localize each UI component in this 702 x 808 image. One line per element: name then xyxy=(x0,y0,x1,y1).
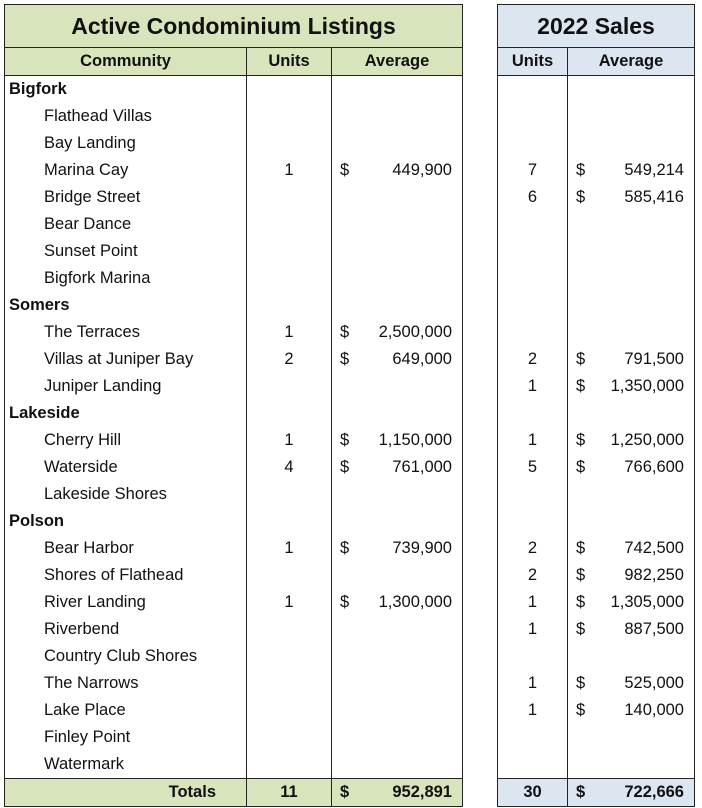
table-row xyxy=(498,76,694,103)
listing-units xyxy=(247,400,332,427)
listing-average xyxy=(332,103,462,130)
currency-symbol: $ xyxy=(340,323,350,341)
table-row xyxy=(5,427,462,454)
sales-average xyxy=(568,454,694,481)
sales-units xyxy=(498,76,568,103)
table-row xyxy=(498,697,694,724)
table-row xyxy=(498,211,694,238)
table-row xyxy=(5,751,462,778)
sales-average-value: 585,416 xyxy=(624,188,684,206)
listing-average xyxy=(332,400,462,427)
listings-average-header: Average xyxy=(364,52,430,70)
table-row xyxy=(498,346,694,373)
listings-units-header: Units xyxy=(247,48,332,75)
listing-units: 4 xyxy=(247,454,332,481)
sales-average-value: 887,500 xyxy=(624,620,684,638)
listing-average xyxy=(332,211,462,238)
listing-units xyxy=(247,481,332,508)
table-row xyxy=(498,643,694,670)
community-name: Cherry Hill xyxy=(5,427,247,454)
currency-symbol: $ xyxy=(340,539,350,557)
currency-symbol: $ xyxy=(340,161,350,179)
totals-label: Totals xyxy=(5,779,247,806)
listing-average xyxy=(332,535,462,562)
sales-2022-table xyxy=(497,4,695,807)
sales-average xyxy=(568,751,694,778)
table-row xyxy=(5,670,462,697)
community-name: Bear Harbor xyxy=(5,535,247,562)
currency-symbol: $ xyxy=(576,701,586,719)
sales-average-header: Average xyxy=(598,52,664,70)
table-row xyxy=(498,589,694,616)
currency-symbol: $ xyxy=(340,431,350,449)
table-row xyxy=(5,724,462,751)
listing-average xyxy=(332,76,462,103)
listing-units xyxy=(247,265,332,292)
table-row xyxy=(5,157,462,184)
currency-symbol: $ xyxy=(576,593,586,611)
sales-units xyxy=(498,238,568,265)
table-row xyxy=(498,265,694,292)
sales-average xyxy=(568,292,694,319)
sales-average xyxy=(568,211,694,238)
sales-average-value: 766,600 xyxy=(624,458,684,476)
sales-units: 2 xyxy=(498,346,568,373)
sales-units xyxy=(498,751,568,778)
table-row xyxy=(5,346,462,373)
listing-average xyxy=(332,184,462,211)
listing-average xyxy=(332,616,462,643)
listing-average xyxy=(332,589,462,616)
table-row xyxy=(5,535,462,562)
sales-average-value: 1,305,000 xyxy=(610,593,684,611)
sales-title: 2022 Sales xyxy=(498,5,694,48)
sales-average-value: 549,214 xyxy=(624,161,684,179)
sales-header-row xyxy=(498,48,694,76)
listing-average xyxy=(332,481,462,508)
listing-average-value: 761,000 xyxy=(392,458,452,476)
sales-average-value: 140,000 xyxy=(624,701,684,719)
table-row xyxy=(498,427,694,454)
listing-average xyxy=(332,751,462,778)
sales-average xyxy=(568,535,694,562)
community-name: Bear Dance xyxy=(5,211,247,238)
listing-average-value: 739,900 xyxy=(392,539,452,557)
sales-average xyxy=(568,265,694,292)
sales-total-average xyxy=(568,779,694,806)
listing-average xyxy=(332,238,462,265)
listing-average xyxy=(332,292,462,319)
group-name: Bigfork xyxy=(5,76,247,103)
listing-average xyxy=(332,427,462,454)
listings-header-row xyxy=(5,48,462,76)
table-row xyxy=(5,697,462,724)
sales-units xyxy=(498,292,568,319)
listing-units: 1 xyxy=(247,427,332,454)
table-row xyxy=(498,184,694,211)
table-row xyxy=(498,238,694,265)
table-row xyxy=(498,130,694,157)
sales-average xyxy=(568,724,694,751)
table-row xyxy=(5,616,462,643)
table-row xyxy=(5,103,462,130)
listing-average xyxy=(332,319,462,346)
currency-symbol: $ xyxy=(576,188,586,206)
community-name: Lakeside Shores xyxy=(5,481,247,508)
community-name: Sunset Point xyxy=(5,238,247,265)
sales-average-value: 791,500 xyxy=(624,350,684,368)
sales-average xyxy=(568,643,694,670)
listing-average xyxy=(332,697,462,724)
table-row xyxy=(498,292,694,319)
community-name: Marina Cay xyxy=(5,157,247,184)
community-name: Flathead Villas xyxy=(5,103,247,130)
sales-units xyxy=(498,643,568,670)
sales-average xyxy=(568,508,694,535)
sales-units xyxy=(498,724,568,751)
listing-average xyxy=(332,157,462,184)
sales-units xyxy=(498,130,568,157)
sales-average xyxy=(568,670,694,697)
table-row xyxy=(5,130,462,157)
sales-units: 1 xyxy=(498,589,568,616)
sales-average-value: 1,250,000 xyxy=(610,431,684,449)
listing-units xyxy=(247,76,332,103)
community-name: Finley Point xyxy=(5,724,247,751)
sales-units: 1 xyxy=(498,697,568,724)
currency-symbol: $ xyxy=(340,593,350,611)
sales-units: 1 xyxy=(498,670,568,697)
sales-units-header: Units xyxy=(498,48,568,75)
currency-symbol: $ xyxy=(340,458,350,476)
group-row xyxy=(5,76,462,103)
table-row xyxy=(498,400,694,427)
community-header: Community xyxy=(5,48,247,75)
table-row xyxy=(498,508,694,535)
listing-average xyxy=(332,373,462,400)
listing-units xyxy=(247,751,332,778)
community-name: Bay Landing xyxy=(5,130,247,157)
community-name: Watermark xyxy=(5,751,247,778)
community-name: Bridge Street xyxy=(5,184,247,211)
sales-average xyxy=(568,130,694,157)
sales-average xyxy=(568,238,694,265)
community-name: Riverbend xyxy=(5,616,247,643)
listings-total-average xyxy=(332,779,462,806)
sales-units xyxy=(498,265,568,292)
listing-average-value: 449,900 xyxy=(392,161,452,179)
table-row xyxy=(5,562,462,589)
listing-average-value: 2,500,000 xyxy=(378,323,452,341)
currency-symbol: $ xyxy=(576,431,586,449)
sales-units: 2 xyxy=(498,535,568,562)
community-name: Country Club Shores xyxy=(5,643,247,670)
listing-average-value: 1,150,000 xyxy=(378,431,452,449)
sales-average xyxy=(568,427,694,454)
listing-average xyxy=(332,670,462,697)
table-row xyxy=(498,670,694,697)
currency-symbol: $ xyxy=(576,458,586,476)
sales-units: 1 xyxy=(498,427,568,454)
listing-units xyxy=(247,562,332,589)
sales-average xyxy=(568,697,694,724)
listing-units xyxy=(247,373,332,400)
sales-units: 1 xyxy=(498,616,568,643)
community-name: Bigfork Marina xyxy=(5,265,247,292)
table-row xyxy=(5,184,462,211)
sales-units: 7 xyxy=(498,157,568,184)
currency-symbol: $ xyxy=(576,620,586,638)
table-row xyxy=(498,454,694,481)
table-row xyxy=(5,211,462,238)
table-row xyxy=(498,616,694,643)
sales-average xyxy=(568,400,694,427)
listing-units xyxy=(247,130,332,157)
listing-units xyxy=(247,211,332,238)
community-name: Villas at Juniper Bay xyxy=(5,346,247,373)
sales-average-value: 1,350,000 xyxy=(610,377,684,395)
table-row xyxy=(5,373,462,400)
listing-units xyxy=(247,103,332,130)
community-name: Shores of Flathead xyxy=(5,562,247,589)
listing-average xyxy=(332,562,462,589)
sales-average xyxy=(568,103,694,130)
community-name: The Terraces xyxy=(5,319,247,346)
table-row xyxy=(498,481,694,508)
listings-title: Active Condominium Listings xyxy=(5,5,462,48)
sales-units xyxy=(498,103,568,130)
table-row xyxy=(5,454,462,481)
sales-average xyxy=(568,373,694,400)
sales-units xyxy=(498,211,568,238)
listing-average xyxy=(332,130,462,157)
sales-units: 1 xyxy=(498,373,568,400)
listing-average xyxy=(332,508,462,535)
sales-average xyxy=(568,184,694,211)
sales-units xyxy=(498,319,568,346)
sales-units: 6 xyxy=(498,184,568,211)
listing-units xyxy=(247,238,332,265)
listings-totals-row xyxy=(5,778,462,806)
listing-units: 1 xyxy=(247,589,332,616)
sales-average xyxy=(568,346,694,373)
listing-units xyxy=(247,724,332,751)
group-name: Somers xyxy=(5,292,247,319)
listing-average xyxy=(332,724,462,751)
listings-body xyxy=(5,76,462,778)
group-row xyxy=(5,508,462,535)
sales-average-value: 982,250 xyxy=(624,566,684,584)
table-row xyxy=(498,103,694,130)
listing-units xyxy=(247,292,332,319)
table-row xyxy=(5,238,462,265)
listing-average-value: 1,300,000 xyxy=(378,593,452,611)
sales-total-average-value: 722,666 xyxy=(624,783,684,801)
sales-average-value: 742,500 xyxy=(624,539,684,557)
listing-average xyxy=(332,454,462,481)
sales-body xyxy=(498,76,694,778)
sales-average xyxy=(568,481,694,508)
table-row xyxy=(5,481,462,508)
listing-units xyxy=(247,643,332,670)
sales-units xyxy=(498,508,568,535)
currency-symbol: $ xyxy=(576,377,586,395)
table-row xyxy=(498,373,694,400)
listing-average xyxy=(332,265,462,292)
sales-average xyxy=(568,319,694,346)
table-row xyxy=(498,724,694,751)
listing-average xyxy=(332,346,462,373)
listing-average-value: 649,000 xyxy=(392,350,452,368)
group-name: Polson xyxy=(5,508,247,535)
table-row xyxy=(498,535,694,562)
listing-units: 1 xyxy=(247,319,332,346)
listing-average xyxy=(332,643,462,670)
sales-average xyxy=(568,562,694,589)
currency-symbol: $ xyxy=(576,539,586,557)
currency-symbol: $ xyxy=(340,350,350,368)
table-row xyxy=(498,157,694,184)
currency-symbol: $ xyxy=(340,783,350,801)
table-row xyxy=(5,589,462,616)
listings-total-average-value: 952,891 xyxy=(392,783,452,801)
table-row xyxy=(5,643,462,670)
community-name: The Narrows xyxy=(5,670,247,697)
listing-units xyxy=(247,670,332,697)
currency-symbol: $ xyxy=(576,674,586,692)
listing-units xyxy=(247,184,332,211)
group-row xyxy=(5,400,462,427)
community-name: Juniper Landing xyxy=(5,373,247,400)
currency-symbol: $ xyxy=(576,350,586,368)
sales-average xyxy=(568,157,694,184)
table-row xyxy=(498,562,694,589)
community-name: Waterside xyxy=(5,454,247,481)
sales-average xyxy=(568,589,694,616)
listing-units xyxy=(247,508,332,535)
table-row xyxy=(5,319,462,346)
group-name: Lakeside xyxy=(5,400,247,427)
group-row xyxy=(5,292,462,319)
active-listings-table xyxy=(4,4,463,807)
sales-units: 2 xyxy=(498,562,568,589)
currency-symbol: $ xyxy=(576,161,586,179)
sales-average xyxy=(568,76,694,103)
sales-units: 5 xyxy=(498,454,568,481)
community-name: Lake Place xyxy=(5,697,247,724)
currency-symbol: $ xyxy=(576,783,586,801)
sales-units xyxy=(498,481,568,508)
listings-total-units: 11 xyxy=(247,779,332,806)
sales-totals-row xyxy=(498,778,694,806)
table-row xyxy=(498,319,694,346)
sales-average-value: 525,000 xyxy=(624,674,684,692)
listing-units xyxy=(247,616,332,643)
table-row xyxy=(498,751,694,778)
currency-symbol: $ xyxy=(576,566,586,584)
sales-average xyxy=(568,616,694,643)
listing-units: 1 xyxy=(247,157,332,184)
listing-units: 1 xyxy=(247,535,332,562)
listing-units: 2 xyxy=(247,346,332,373)
listing-units xyxy=(247,697,332,724)
sales-total-units: 30 xyxy=(498,779,568,806)
table-row xyxy=(5,265,462,292)
community-name: River Landing xyxy=(5,589,247,616)
sales-units xyxy=(498,400,568,427)
